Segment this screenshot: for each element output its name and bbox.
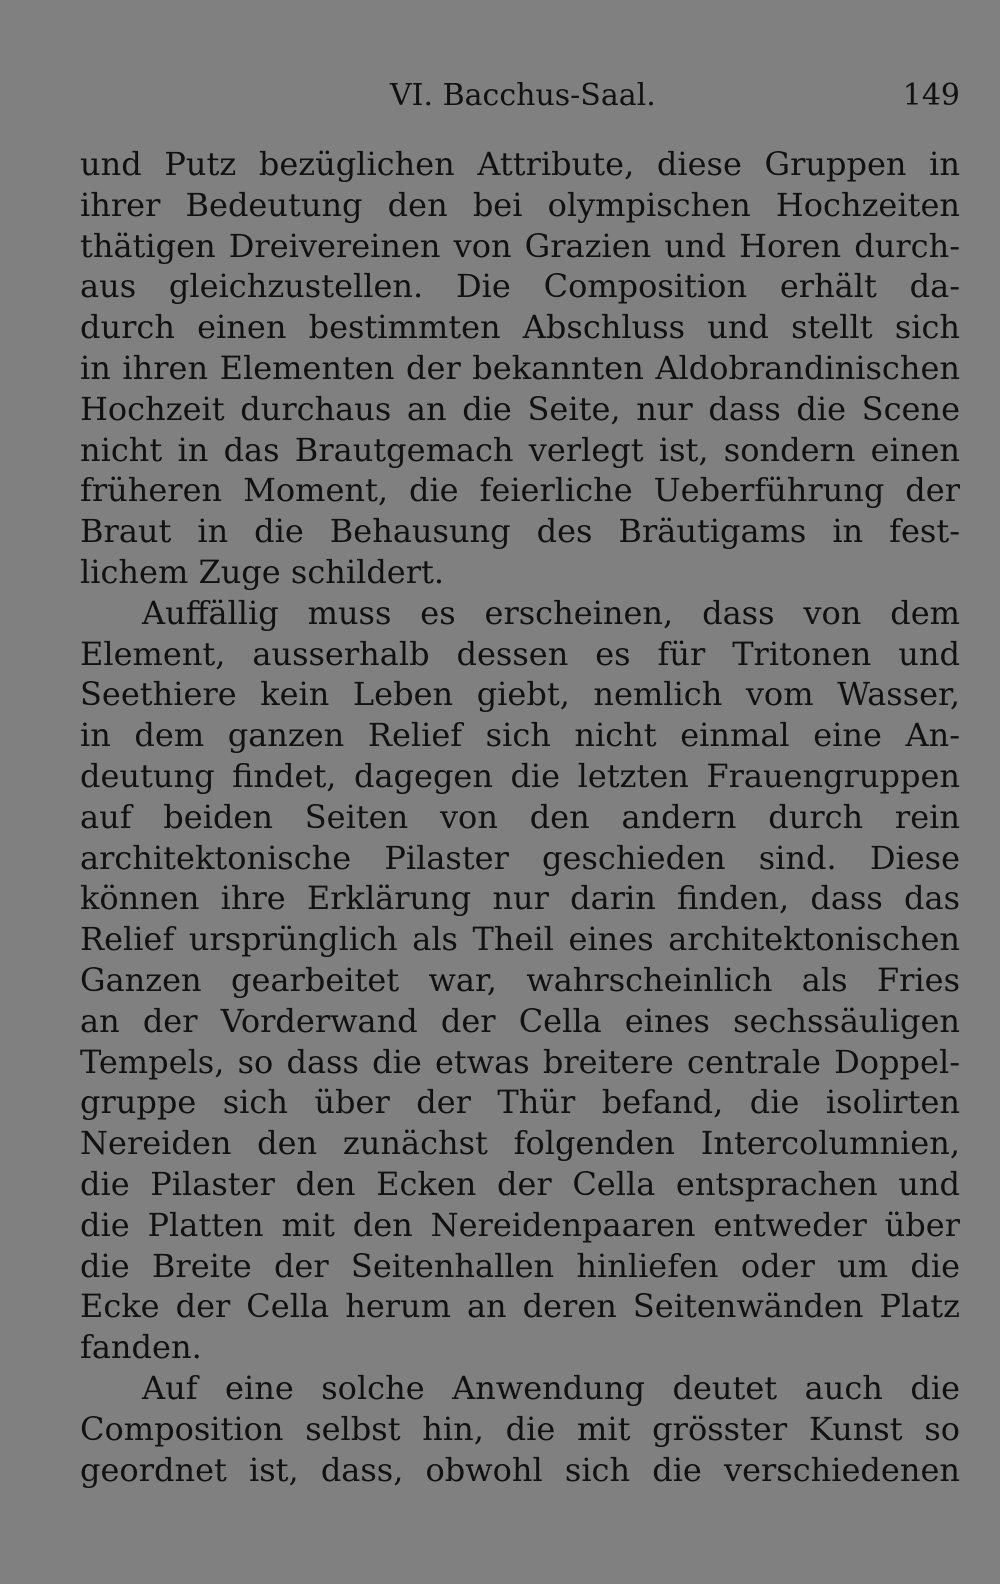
text-line: nicht in das Brautgemach verlegt ist, sondern einen [80,430,960,469]
text-line: architektonische Pilaster geschieden sind. Diese [80,838,960,877]
text-line: Element, ausserhalb dessen es für Tritonen und [80,634,960,673]
text-line: können ihre Erklärung nur darin finden, dass das [80,879,960,918]
text-line: Composition selbst hin, die mit grösster Kunst so [80,1409,960,1448]
running-head [80,76,960,116]
text-line: geordnet ist, dass, obwohl sich die verschiedenen [80,1450,960,1489]
text-line: Hochzeit durchaus an die Seite, nur dass die Scene [80,389,960,428]
text-line: früheren Moment, die feierliche Ueberführung der [80,471,960,510]
text-line: Ganzen gearbeitet war, wahrscheinlich als Fries [80,960,960,999]
text-line: fanden. [80,1328,202,1367]
text-line: und Putz bezüglichen Attribute, diese Gruppen in [80,145,960,183]
body-text [80,144,960,1490]
text-line: in ihren Elementen der bekannten Aldobrandinischen [80,348,960,387]
text-line: deutung findet, dagegen die letzten Frauengruppen [80,756,960,795]
text-line: die Pilaster den Ecken der Cella entsprachen und [80,1164,960,1203]
text-line: die Breite der Seitenhallen hinliefen oder um die [80,1246,960,1285]
text-line: lichem Zuge schildert. [80,552,445,591]
text-line: Nereiden den zunächst folgenden Intercolumnien, [80,1124,960,1163]
text-line: gruppe sich über der Thür befand, die isolirten [80,1083,960,1122]
text-line: ihrer Bedeutung den bei olympischen Hochzeiten [80,185,960,224]
text-line: Ecke der Cella herum an deren Seitenwänden Platz [80,1287,960,1326]
text-line: die Platten mit den Nereidenpaaren entweder über [80,1205,960,1244]
text-line: in dem ganzen Relief sich nicht einmal eine An- [80,716,960,755]
text-line: Auf eine solche Anwendung deutet auch die [142,1368,960,1407]
text-line: aus gleichzustellen. Die Composition erhält da- [80,267,960,306]
text-line: Seethiere kein Leben giebt, nemlich vom Wasser, [80,675,960,714]
text-line: an der Vorderwand der Cella eines sechssäuligen [80,1001,960,1040]
text-line: Relief ursprünglich als Theil eines architektonischen [80,920,960,959]
text-line: thätigen Dreivereinen von Grazien und Horen durch- [80,226,960,265]
text-line: auf beiden Seiten von den andern durch rein [80,797,960,836]
text-line: Braut in die Behausung des Bräutigams in fest- [80,512,960,551]
running-title: VI. Bacchus-Saal. [390,78,656,113]
page-number: 149 [902,78,960,113]
text-line: durch einen bestimmten Abschluss und stellt sich [80,308,960,347]
text-line: Tempels, so dass die etwas breitere centrale Doppel- [80,1042,960,1081]
text-line: Auffällig muss es erscheinen, dass von dem [142,593,960,632]
